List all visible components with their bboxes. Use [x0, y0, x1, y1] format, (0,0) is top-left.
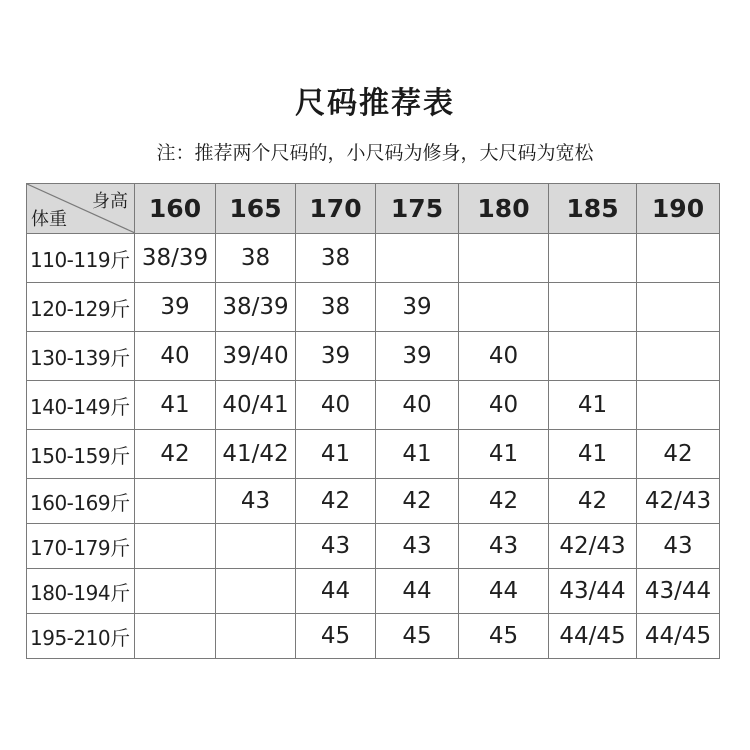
size-cell: 41/42	[216, 430, 296, 479]
size-cell: 38	[216, 234, 296, 283]
table-row	[27, 479, 720, 524]
size-cell	[637, 283, 720, 332]
table-row	[27, 524, 720, 569]
size-cell: 40/41	[216, 381, 296, 430]
size-cell: 41	[549, 381, 637, 430]
weight-label: 110-119斤	[27, 234, 135, 283]
size-cell: 41	[135, 381, 216, 430]
weight-label: 120-129斤	[27, 283, 135, 332]
size-cell: 43	[459, 524, 549, 569]
size-cell: 42/43	[637, 479, 720, 524]
size-chart-table	[26, 183, 720, 659]
size-cell: 40	[135, 332, 216, 381]
height-header: 180	[459, 184, 549, 234]
size-cell: 43	[376, 524, 459, 569]
size-cell: 40	[459, 332, 549, 381]
size-cell: 44	[296, 569, 376, 614]
height-header: 170	[296, 184, 376, 234]
size-cell: 45	[296, 614, 376, 659]
size-cell	[135, 614, 216, 659]
size-cell: 42	[637, 430, 720, 479]
size-cell: 42	[459, 479, 549, 524]
size-cell: 42	[549, 479, 637, 524]
header-row	[27, 184, 720, 234]
size-cell	[549, 283, 637, 332]
weight-label: 150-159斤	[27, 430, 135, 479]
size-cell: 39/40	[216, 332, 296, 381]
size-cell	[637, 381, 720, 430]
size-cell	[216, 524, 296, 569]
table-row	[27, 614, 720, 659]
size-cell	[135, 479, 216, 524]
weight-axis-label: 体重	[31, 209, 67, 230]
table-row	[27, 283, 720, 332]
weight-label: 180-194斤	[27, 569, 135, 614]
size-cell: 39	[376, 332, 459, 381]
size-cell: 40	[459, 381, 549, 430]
size-cell	[135, 524, 216, 569]
size-cell	[637, 234, 720, 283]
weight-label: 170-179斤	[27, 524, 135, 569]
height-axis-label: 身高	[92, 191, 128, 212]
size-cell: 43	[637, 524, 720, 569]
weight-label: 160-169斤	[27, 479, 135, 524]
size-cell: 42	[135, 430, 216, 479]
size-cell	[459, 283, 549, 332]
size-cell	[216, 614, 296, 659]
weight-label: 195-210斤	[27, 614, 135, 659]
size-cell: 41	[549, 430, 637, 479]
height-header: 175	[376, 184, 459, 234]
height-header: 190	[637, 184, 720, 234]
size-cell: 40	[296, 381, 376, 430]
size-cell	[459, 234, 549, 283]
size-cell: 45	[376, 614, 459, 659]
weight-label: 140-149斤	[27, 381, 135, 430]
height-header: 185	[549, 184, 637, 234]
height-header: 160	[135, 184, 216, 234]
size-cell: 44	[459, 569, 549, 614]
table-row	[27, 569, 720, 614]
size-cell: 38	[296, 283, 376, 332]
size-cell: 44/45	[637, 614, 720, 659]
size-cell	[549, 234, 637, 283]
table-row	[27, 234, 720, 283]
size-cell: 41	[296, 430, 376, 479]
size-cell: 39	[296, 332, 376, 381]
size-cell: 43	[216, 479, 296, 524]
size-cell: 43/44	[637, 569, 720, 614]
height-header: 165	[216, 184, 296, 234]
size-cell: 42/43	[549, 524, 637, 569]
size-cell: 40	[376, 381, 459, 430]
size-cell: 39	[376, 283, 459, 332]
table-row	[27, 430, 720, 479]
size-cell	[376, 234, 459, 283]
size-cell: 43	[296, 524, 376, 569]
size-cell: 41	[459, 430, 549, 479]
size-cell: 42	[296, 479, 376, 524]
size-cell: 45	[459, 614, 549, 659]
page-title: 尺码推荐表	[295, 86, 455, 121]
size-cell: 38/39	[216, 283, 296, 332]
corner-cell	[27, 184, 135, 234]
size-cell: 43/44	[549, 569, 637, 614]
table-row	[27, 332, 720, 381]
size-cell	[549, 332, 637, 381]
size-cell: 38/39	[135, 234, 216, 283]
weight-label: 130-139斤	[27, 332, 135, 381]
size-note: 注：推荐两个尺码的，小尺码为修身，大尺码为宽松	[156, 142, 594, 164]
size-cell	[135, 569, 216, 614]
size-cell	[216, 569, 296, 614]
size-cell: 38	[296, 234, 376, 283]
table-row	[27, 381, 720, 430]
size-cell: 41	[376, 430, 459, 479]
size-cell: 42	[376, 479, 459, 524]
size-cell: 44	[376, 569, 459, 614]
size-cell: 39	[135, 283, 216, 332]
size-cell: 44/45	[549, 614, 637, 659]
size-cell	[637, 332, 720, 381]
